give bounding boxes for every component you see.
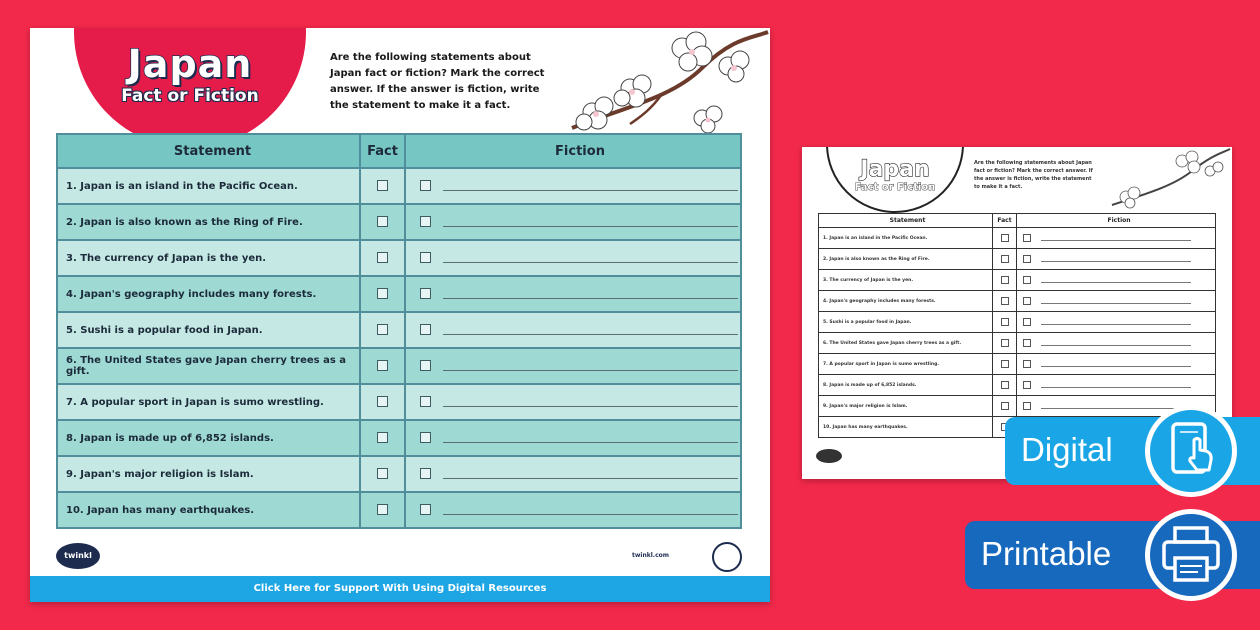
preview-fiction-checkbox	[1023, 234, 1031, 242]
statement-text: 3. The currency of Japan is the yen.	[57, 240, 360, 276]
preview-fact-checkbox	[1001, 255, 1009, 263]
table-row	[57, 492, 741, 528]
fiction-answer-line[interactable]	[443, 433, 738, 443]
preview-title-block	[826, 157, 964, 193]
preview-fact-checkbox	[1001, 318, 1009, 326]
fiction-checkbox[interactable]	[420, 396, 431, 407]
preview-fiction-checkbox	[1023, 297, 1031, 305]
preview-fiction-checkbox	[1023, 360, 1031, 368]
worksheet-subtitle: Fact or Fiction	[121, 86, 259, 106]
fiction-answer-line[interactable]	[443, 217, 738, 227]
preview-answer-line	[1041, 382, 1191, 388]
table-row	[57, 168, 741, 204]
statement-text: 10. Japan has many earthquakes.	[57, 492, 360, 528]
table-row	[57, 456, 741, 492]
fact-fiction-table	[56, 133, 742, 529]
preview-fact-checkbox	[1001, 402, 1009, 410]
worksheet-title: Japan	[127, 42, 253, 86]
fiction-checkbox[interactable]	[420, 360, 431, 371]
fiction-checkbox[interactable]	[420, 324, 431, 335]
fiction-checkbox[interactable]	[420, 432, 431, 443]
statement-text: 4. Japan's geography includes many forests.	[57, 276, 360, 312]
preview-statement: 2. Japan is also known as the Ring of Fire.	[819, 249, 993, 270]
fiction-header: Fiction	[405, 134, 741, 168]
preview-row	[819, 291, 1216, 312]
preview-blossom-illustration	[1102, 147, 1232, 209]
fiction-answer-line[interactable]	[443, 181, 738, 191]
fact-checkbox[interactable]	[377, 396, 388, 407]
preview-row	[819, 228, 1216, 249]
table-row	[57, 384, 741, 420]
preview-fact-checkbox	[1001, 276, 1009, 284]
preview-statement-header: Statement	[819, 214, 993, 228]
preview-fiction-header: Fiction	[1017, 214, 1216, 228]
fiction-answer-line[interactable]	[443, 253, 738, 263]
fiction-checkbox[interactable]	[420, 288, 431, 299]
printable-badge[interactable]	[965, 521, 1260, 589]
preview-row	[819, 249, 1216, 270]
table-row	[57, 312, 741, 348]
fact-header: Fact	[360, 134, 405, 168]
preview-fact-header: Fact	[993, 214, 1017, 228]
preview-statement: 9. Japan's major religion is Islam.	[819, 396, 993, 417]
table-row	[57, 276, 741, 312]
footer-url: twinkl.com	[632, 552, 669, 559]
fiction-checkbox[interactable]	[420, 216, 431, 227]
preview-row	[819, 270, 1216, 291]
quality-badge-icon	[712, 542, 742, 572]
preview-answer-line	[1041, 361, 1191, 367]
preview-statement: 4. Japan's geography includes many forests.	[819, 291, 993, 312]
cherry-blossom-illustration	[552, 28, 770, 136]
worksheet-instructions: Are the following statements about Japan fact or fiction? Mark the correct answer. If the answer is fiction, write the statement to make it a fact.	[330, 52, 545, 111]
fiction-answer-line[interactable]	[443, 289, 738, 299]
twinkl-logo: twinkl	[56, 543, 100, 569]
table-row	[57, 348, 741, 384]
statement-text: 7. A popular sport in Japan is sumo wrestling.	[57, 384, 360, 420]
preview-fact-checkbox	[1001, 360, 1009, 368]
printer-icon	[1145, 509, 1237, 601]
support-link[interactable]: Click Here for Support With Using Digital Resources	[30, 576, 770, 602]
fiction-answer-line[interactable]	[443, 325, 738, 335]
preview-fact-checkbox	[1001, 234, 1009, 242]
statement-header: Statement	[57, 134, 360, 168]
fact-checkbox[interactable]	[377, 360, 388, 371]
fiction-answer-line[interactable]	[443, 361, 738, 371]
worksheet-title-block	[74, 42, 306, 106]
fiction-checkbox[interactable]	[420, 252, 431, 263]
statement-text: 8. Japan is made up of 6,852 islands.	[57, 420, 360, 456]
fact-checkbox[interactable]	[377, 288, 388, 299]
fiction-answer-line[interactable]	[443, 397, 738, 407]
preview-subtitle: Fact or Fiction	[854, 182, 936, 193]
fiction-checkbox[interactable]	[420, 180, 431, 191]
statement-text: 9. Japan's major religion is Islam.	[57, 456, 360, 492]
printable-label: Printable	[981, 535, 1112, 572]
preview-fiction-checkbox	[1023, 276, 1031, 284]
preview-statement: 6. The United States gave Japan cherry trees as a gift.	[819, 333, 993, 354]
statement-text: 1. Japan is an island in the Pacific Ocean.	[57, 168, 360, 204]
preview-row	[819, 354, 1216, 375]
preview-fiction-checkbox	[1023, 255, 1031, 263]
digital-worksheet	[30, 28, 770, 602]
fact-checkbox[interactable]	[377, 432, 388, 443]
fact-checkbox[interactable]	[377, 468, 388, 479]
preview-answer-line	[1041, 298, 1191, 304]
preview-row	[819, 333, 1216, 354]
tablet-touch-icon	[1145, 405, 1237, 497]
table-row	[57, 204, 741, 240]
preview-statement: 3. The currency of Japan is the yen.	[819, 270, 993, 291]
statement-text: 2. Japan is also known as the Ring of Fire.	[57, 204, 360, 240]
table-row	[57, 420, 741, 456]
preview-answer-line	[1041, 340, 1191, 346]
preview-answer-line	[1041, 277, 1191, 283]
preview-table	[818, 213, 1216, 438]
preview-statement: 7. A popular sport in Japan is sumo wrestling.	[819, 354, 993, 375]
digital-label: Digital	[1021, 431, 1113, 468]
preview-answer-line	[1041, 403, 1191, 409]
fact-checkbox[interactable]	[377, 504, 388, 515]
preview-fact-checkbox	[1001, 381, 1009, 389]
fiction-checkbox[interactable]	[420, 468, 431, 479]
preview-fiction-checkbox	[1023, 339, 1031, 347]
fact-checkbox[interactable]	[377, 180, 388, 191]
fiction-checkbox[interactable]	[420, 504, 431, 515]
preview-fact-checkbox	[1001, 297, 1009, 305]
preview-answer-line	[1041, 235, 1191, 241]
fact-checkbox[interactable]	[377, 216, 388, 227]
preview-answer-line	[1041, 256, 1191, 262]
preview-row	[819, 375, 1216, 396]
preview-statement: 8. Japan is made up of 6,852 islands.	[819, 375, 993, 396]
preview-statement: 5. Sushi is a popular food in Japan.	[819, 312, 993, 333]
preview-fiction-checkbox	[1023, 402, 1031, 410]
digital-badge[interactable]	[1005, 417, 1260, 485]
preview-instructions: Are the following statements about Japan fact or fiction? Mark the correct answer. If the answer is fiction, write the statement to make it a fact.	[974, 160, 1093, 190]
preview-answer-line	[1041, 319, 1191, 325]
preview-logo	[816, 449, 842, 463]
statement-text: 5. Sushi is a popular food in Japan.	[57, 312, 360, 348]
fact-checkbox[interactable]	[377, 252, 388, 263]
preview-title: Japan	[860, 157, 930, 182]
preview-statement: 1. Japan is an island in the Pacific Ocean.	[819, 228, 993, 249]
preview-fiction-checkbox	[1023, 381, 1031, 389]
table-row	[57, 240, 741, 276]
statement-text: 6. The United States gave Japan cherry trees as a gift.	[57, 348, 360, 384]
fiction-answer-line[interactable]	[443, 469, 738, 479]
preview-statement: 10. Japan has many earthquakes.	[819, 417, 993, 438]
fiction-answer-line[interactable]	[443, 505, 738, 515]
preview-row	[819, 312, 1216, 333]
preview-fiction-checkbox	[1023, 318, 1031, 326]
preview-fact-checkbox	[1001, 339, 1009, 347]
fact-checkbox[interactable]	[377, 324, 388, 335]
